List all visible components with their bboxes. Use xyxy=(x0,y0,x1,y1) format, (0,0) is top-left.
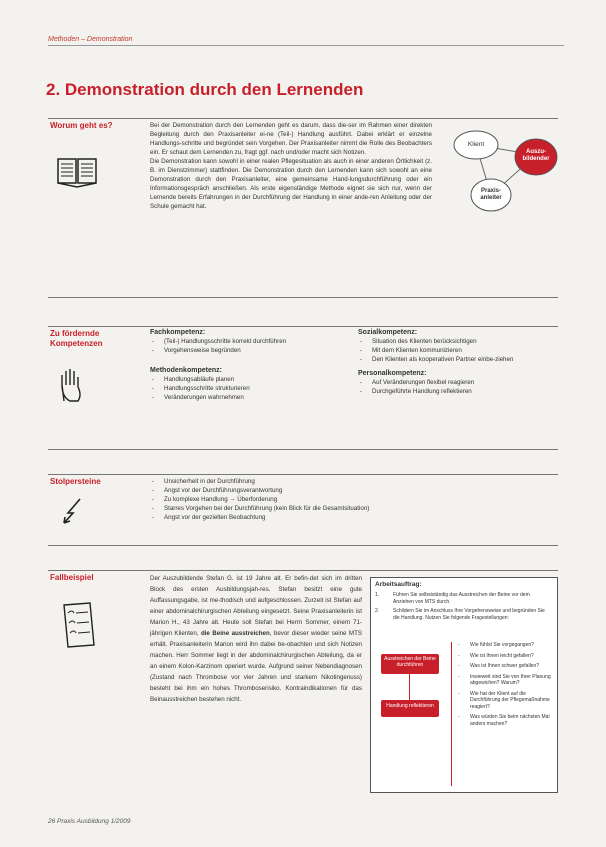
list-item: - Vorgehensweise begründen xyxy=(150,346,360,355)
section-label-worum: Worum geht es? xyxy=(50,121,113,130)
questions-list xyxy=(452,642,552,727)
questions-frame xyxy=(451,642,552,786)
personalkompetenz-head: Personalkompetenz: xyxy=(358,370,427,377)
page-title: 2. Demonstration durch den Lernenden xyxy=(46,80,364,99)
question-item: - Inwieweit sind Sie von Ihrer Planung abgewichen? Warum? xyxy=(456,674,552,687)
sozialkompetenz-head: Sozialkompetenz: xyxy=(358,329,418,336)
fallbeispiel-text-part: , bevor dieser wieder seine MTS erhält. Praxisanleiterin Marion wird ihn dabei be-obachten und sich Notizen machen. Herr Sommer liegt in der abdominalchirurgischen Abteilung, da er an einem Kolon-Karzinom operiert wurde. Aufgrund seiner Nebendiagnosen (Zustand nach Thrombose vor vier Jahren und starkem Nikotingenuss) besteht bei ihm ein hohes Thromboserisiko. Kontraindikationen für das Beinausstreichen bestehen nicht. xyxy=(150,630,362,703)
section1-body xyxy=(150,121,432,211)
running-header: Methoden – Demonstration xyxy=(48,36,133,43)
section-worum xyxy=(48,118,558,298)
aa-item: 1. Führen Sie selbstständig das Ausstreichen der Beine vor dem Anziehen von MTS durch. xyxy=(375,592,551,605)
list-item: - Starres Vorgehen bei der Durchführung (kein Blick für die Gesamtsituation) xyxy=(150,504,550,513)
box-reflektieren: Handlung reflektieren xyxy=(381,700,439,717)
aa-item: 2. Schildern Sie im Anschluss Ihre Vorgehensweise und begründen Sie die Handlung. Nutzen Sie folgende Fragestellungen: xyxy=(375,608,551,621)
diagram-node-klient: Klient xyxy=(467,141,485,148)
flow-connector xyxy=(409,670,410,700)
fachkompetenz-head: Fachkompetenz: xyxy=(150,329,206,336)
fallbeispiel-text-part: Der Auszubildende Stefan G. ist 19 Jahre alt. Er befin-det sich im dritten Block des ersten Ausbildungsjah-res. Stefan besitzt eine gute Auffassungsgabe, ist me-thodisch und aufgeschlossen. Zurzeit ist Stefan auf einer abdominalchirurgischen Abteilung eingesetzt. Seine Praxisanleiterin ist Marion H., 43 Jahre alt. Heute soll Stefan bei Herrn Sommer, einem 71-jährigen Klienten, xyxy=(150,575,362,637)
section-label-fallbeispiel: Fallbeispiel xyxy=(50,573,94,582)
methodenkompetenz-head: Methodenkompetenz: xyxy=(150,367,222,374)
section1-paragraph: Bei der Demonstration durch den Lernenden geht es darum, dass die-ser im Rahmen einer direkten Begleitung durch den Praxisanleiter ei-ne (Teil-) Handlung ausführt. Dabei erklärt er einzelne Handlungs-schritte und begründet sein Vorgehen. Der Praxisanleiter nimmt die Rolle des Beobachters ein. Er schaut dem Lernenden zu, fragt ggf. nach und/oder macht sich Notizen. xyxy=(150,122,432,156)
triangle-diagram xyxy=(436,125,558,215)
box-ausstreichen: Ausstreichen der Beine durchführen xyxy=(381,654,439,674)
list-item: - Zu komplexe Handlung → Überforderung xyxy=(150,495,550,504)
section-fallbeispiel xyxy=(48,570,558,793)
list-item: - Angst vor der gezielten Beobachtung xyxy=(150,513,550,522)
list-item: - Handlungsschritte strukturieren xyxy=(150,384,360,393)
diagram-node-auszubildender: Auszu-bildender xyxy=(522,149,550,162)
list-item: - Auf Veränderungen flexibel reagieren xyxy=(358,378,556,387)
hand-icon xyxy=(56,367,88,408)
aa-item-text: Führen Sie selbstständig das Ausstreichen der Beine vor dem Anziehen von MTS durch. xyxy=(393,592,530,605)
section-stolpersteine xyxy=(48,474,558,546)
list-item: - Unsicherheit in der Durchführung xyxy=(150,477,550,486)
competence-col-left xyxy=(150,329,360,408)
list-item: - Situation des Klienten berücksichtigen xyxy=(358,337,556,346)
diagram-node-praxisanleiter: Praxis-anleiter xyxy=(480,188,502,201)
list-item: - Den Klienten als kooperativen Partner einbe-ziehen xyxy=(358,355,556,364)
open-book-icon xyxy=(56,155,98,194)
question-item: - Wie ist Ihnen leicht gefallen? xyxy=(456,653,552,660)
question-item: - Wie hat der Klient auf die Durchführung der Pflegemaßnahme reagiert? xyxy=(456,691,552,711)
aa-item-text: Schildern Sie im Anschluss Ihre Vorgehensweise und begründen Sie die Handlung. Nutzen Sie folgende Fragestellungen: xyxy=(393,608,545,621)
list-item: - Handlungsabläufe planen xyxy=(150,375,360,384)
section-label-kompetenzen: Zu fördernde Kompetenzen xyxy=(50,329,103,348)
question-item: - Wie fühlst Sie vorgegangen? xyxy=(456,642,552,649)
list-item: - (Teil-) Handlungsschritte korrekt durchführen xyxy=(150,337,360,346)
question-item: - Was würden Sie beim nächsten Mal anders machen? xyxy=(456,714,552,727)
section-kompetenzen xyxy=(48,326,558,450)
question-item: - Was ist Ihnen schwer gefallen? xyxy=(456,663,552,670)
list-item: - Veränderungen wahrnehmen xyxy=(150,393,360,402)
checklist-icon xyxy=(58,601,98,654)
header-rule xyxy=(48,45,564,46)
arbeitsauftrag-box xyxy=(370,577,558,793)
section1-paragraph: Die Demonstration kann sowohl in einer realen Pflegesituation als auch in einer anderen Örtlichkeit (z. B. im Dienstzimmer) stattfinden. Die Demonstration durch den Lernenden kann sich sowohl an eine Demonstration durch den Praxisanleiter, eine gemeinsame Hand-lungsdurchführung oder ein Informationsgespräch anschließen. Als erste eigenständige Methode eignet sie sich nur, wenn der Lernende bereits Erfahrungen in der Durchführung der Handlung in einer ande-ren Anleitung oder der Schule gemacht hat. xyxy=(150,158,432,210)
fallbeispiel-emphasis: die Beine ausstreichen xyxy=(200,630,270,637)
arbeitsauftrag-title: Arbeitsauftrag: xyxy=(375,581,422,588)
list-item: - Durchgeführte Handlung reflektieren xyxy=(358,387,556,396)
stolpersteine-list xyxy=(150,477,550,522)
lightning-icon xyxy=(60,497,84,530)
list-item: - Mit dem Klienten kommunizieren xyxy=(358,346,556,355)
list-item: - Angst vor der Durchführungsverantwortung xyxy=(150,486,550,495)
competence-col-right xyxy=(358,329,556,402)
fallbeispiel-text xyxy=(150,573,362,705)
page-footer: 26 Praxis Ausbildung 1/2009 xyxy=(48,818,131,825)
section-label-stolpersteine: Stolpersteine xyxy=(50,477,101,486)
